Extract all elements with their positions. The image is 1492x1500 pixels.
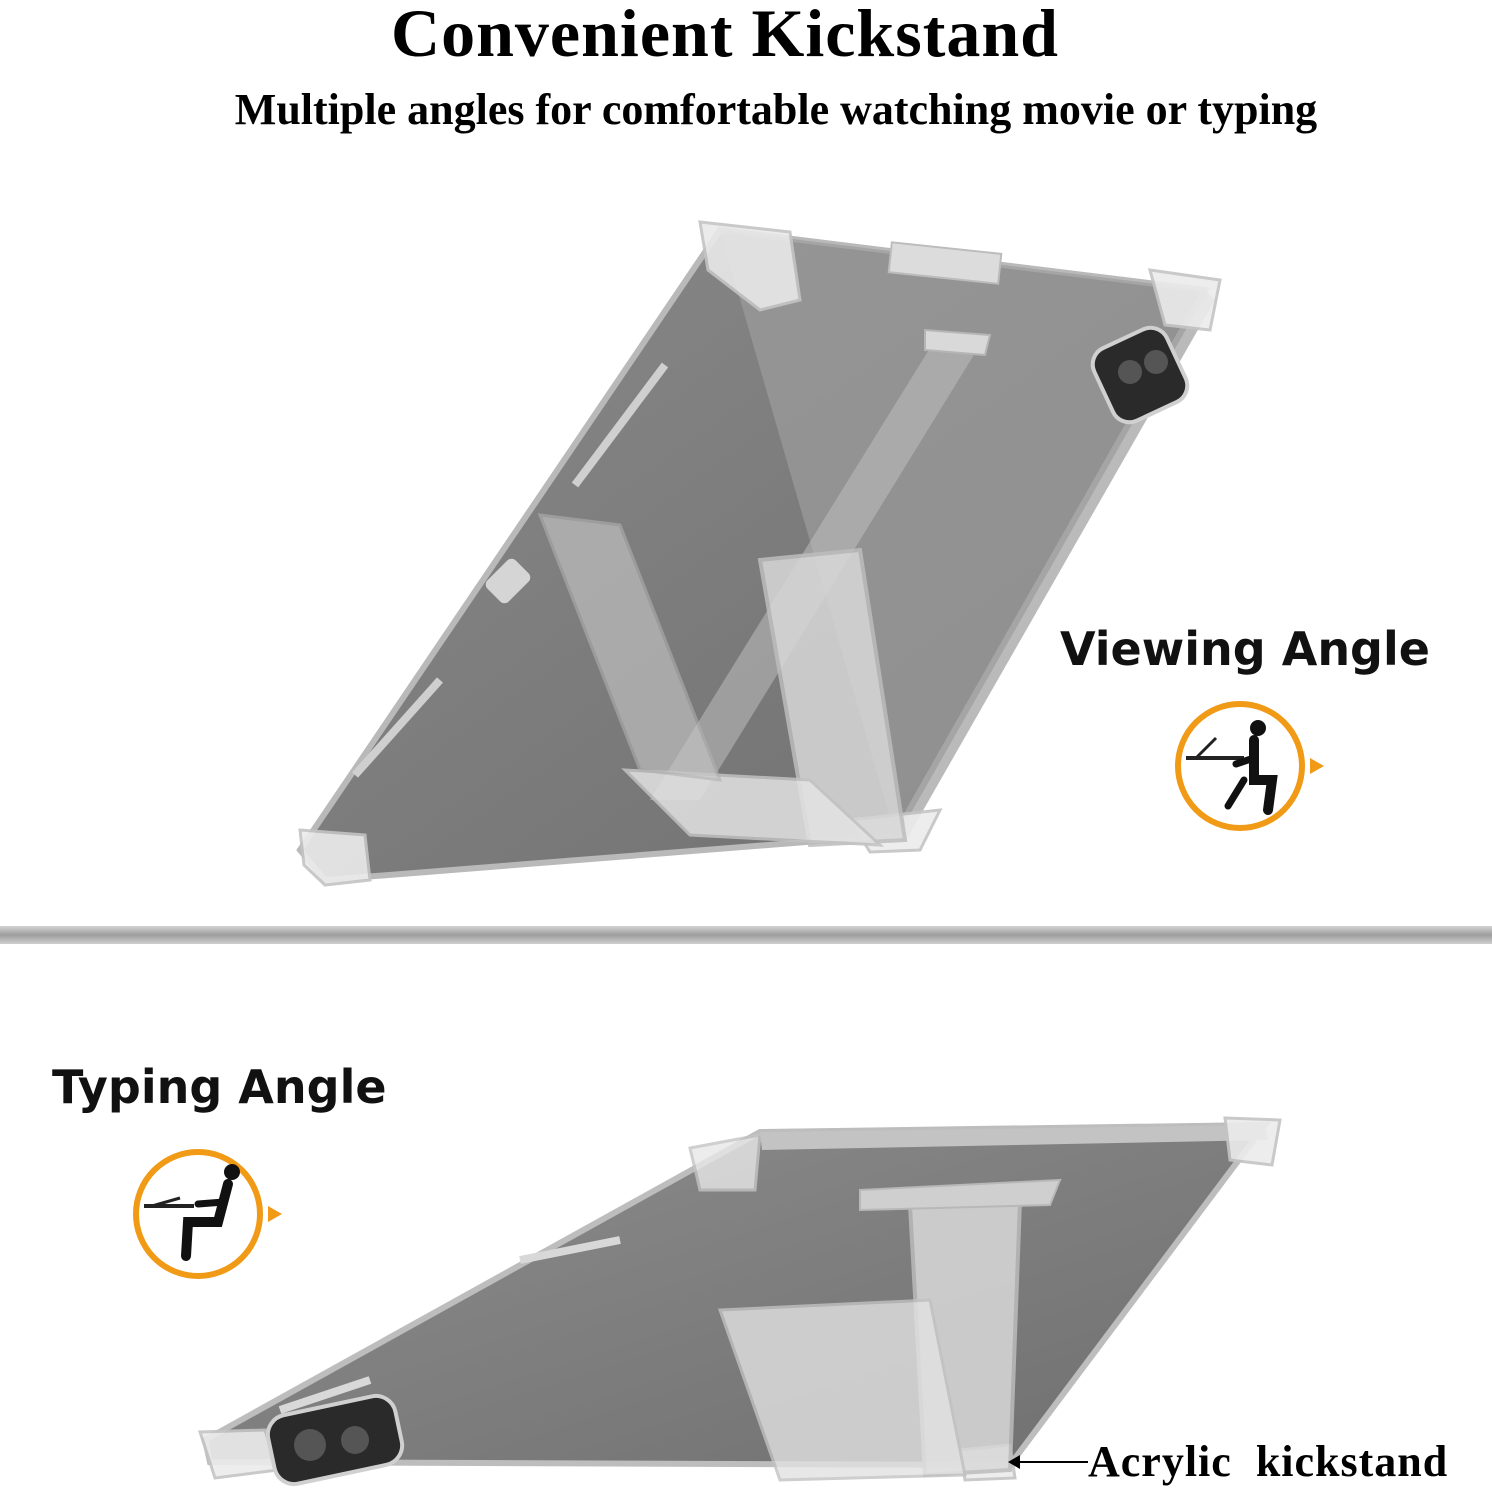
page-subtitle: Multiple angles for comfortable watching movie or typing bbox=[234, 85, 1318, 134]
callout-line bbox=[1014, 1461, 1088, 1463]
page-title: Convenient Kickstand bbox=[391, 0, 1059, 71]
acrylic-kickstand-label: Acrylic kickstand bbox=[1088, 1437, 1449, 1486]
viewing-angle-label: Viewing Angle bbox=[1060, 622, 1430, 676]
typing-angle-label: Typing Angle bbox=[52, 1060, 387, 1114]
